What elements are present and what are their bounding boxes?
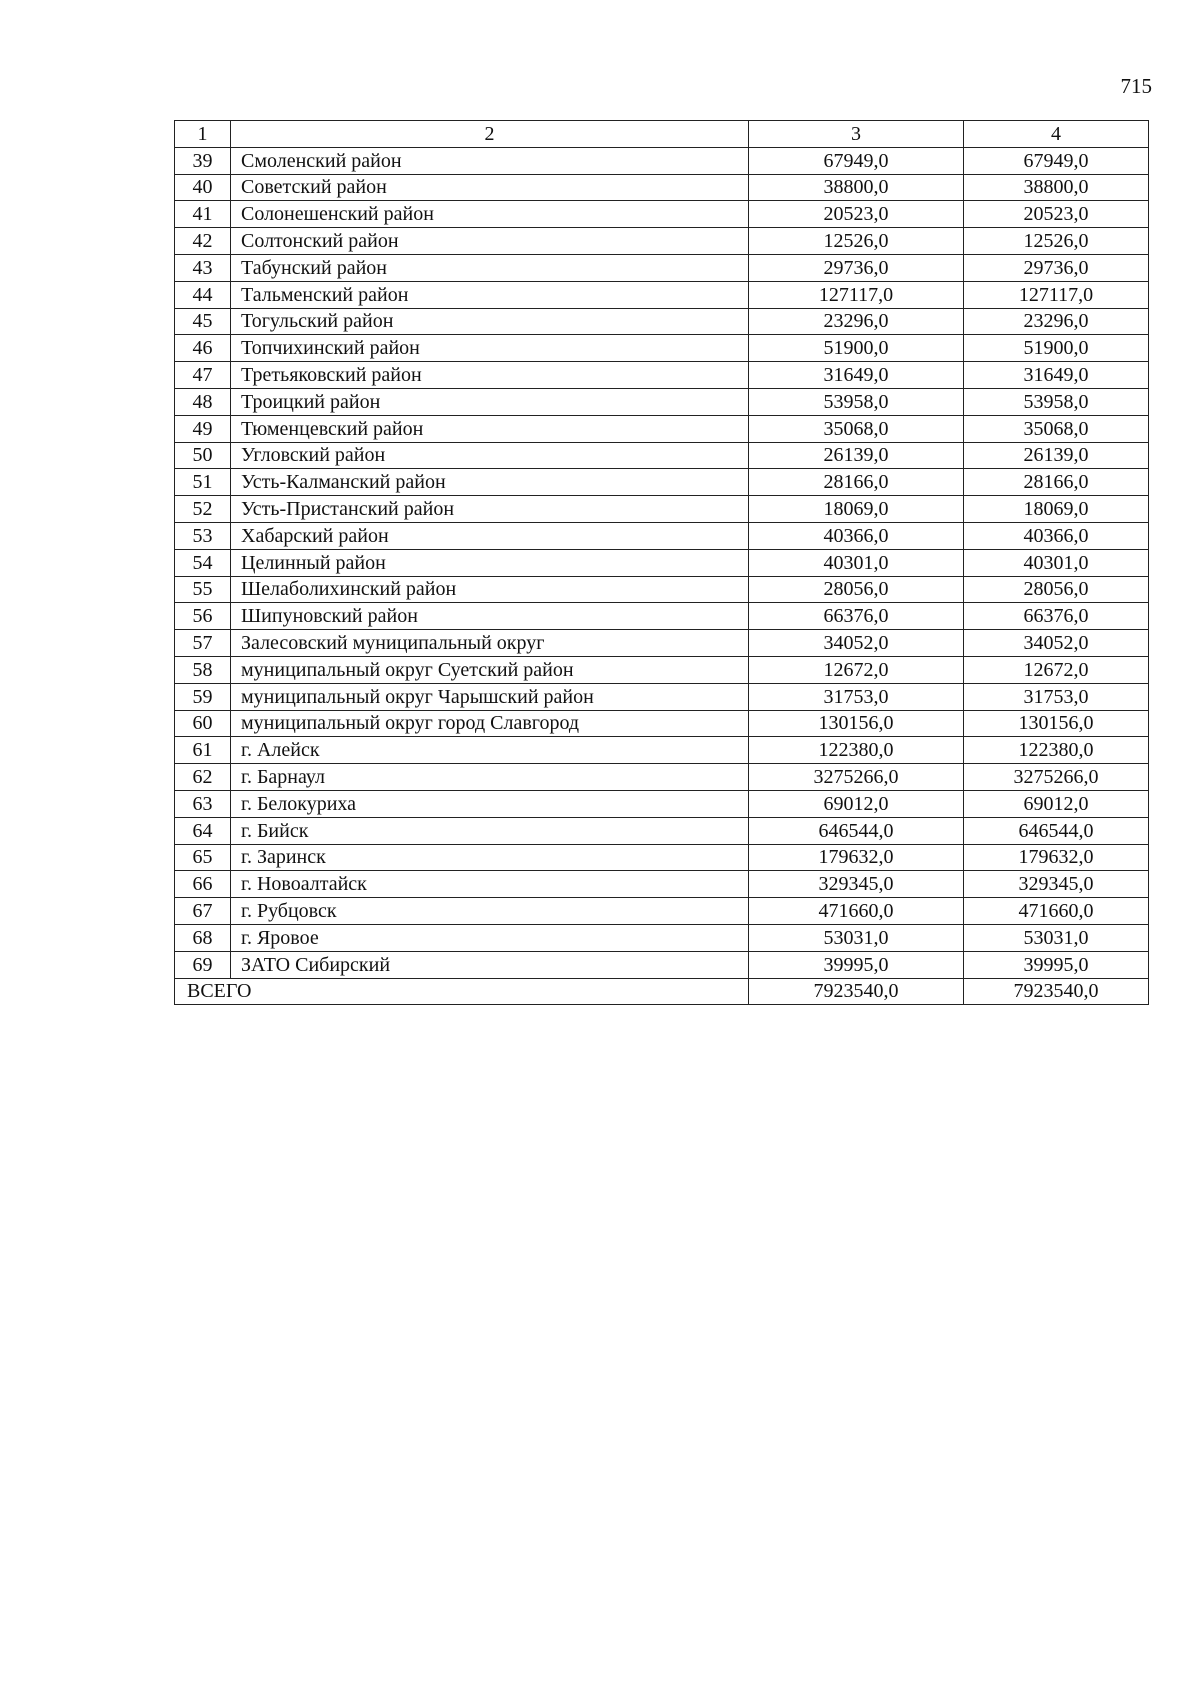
row-value-col4-cell: 20523,0 (964, 201, 1149, 228)
row-value-col3-cell: 40301,0 (749, 549, 964, 576)
row-number-cell: 43 (175, 254, 231, 281)
row-value-col4-cell: 122380,0 (964, 737, 1149, 764)
total-label-cell: ВСЕГО (175, 978, 749, 1005)
row-name-cell: Шипуновский район (231, 603, 749, 630)
row-value-col4-cell: 26139,0 (964, 442, 1149, 469)
table-row (175, 576, 1149, 603)
allocation-table-wrapper (174, 120, 1149, 1005)
row-number-cell: 62 (175, 764, 231, 791)
row-name-cell: Шелаболихинский район (231, 576, 749, 603)
table-row (175, 764, 1149, 791)
table-row (175, 388, 1149, 415)
table-row (175, 656, 1149, 683)
row-number-cell: 44 (175, 281, 231, 308)
row-value-col3-cell: 34052,0 (749, 630, 964, 657)
row-name-cell: Усть-Пристанский район (231, 496, 749, 523)
row-value-col3-cell: 23296,0 (749, 308, 964, 335)
table-row (175, 201, 1149, 228)
row-number-cell: 68 (175, 924, 231, 951)
row-value-col3-cell: 28056,0 (749, 576, 964, 603)
row-value-col3-cell: 53958,0 (749, 388, 964, 415)
row-value-col3-cell: 471660,0 (749, 898, 964, 925)
table-row (175, 469, 1149, 496)
row-name-cell: Тогульский район (231, 308, 749, 335)
table-row (175, 898, 1149, 925)
row-value-col3-cell: 39995,0 (749, 951, 964, 978)
total-value-c3-cell: 7923540,0 (749, 978, 964, 1005)
row-value-col4-cell: 53031,0 (964, 924, 1149, 951)
row-name-cell: Залесовский муниципальный округ (231, 630, 749, 657)
row-name-cell: Солтонский район (231, 228, 749, 255)
row-name-cell: ЗАТО Сибирский (231, 951, 749, 978)
table-row (175, 683, 1149, 710)
table-row (175, 549, 1149, 576)
row-number-cell: 52 (175, 496, 231, 523)
row-name-cell: Солонешенский район (231, 201, 749, 228)
row-number-cell: 46 (175, 335, 231, 362)
row-name-cell: Угловский район (231, 442, 749, 469)
table-row (175, 710, 1149, 737)
row-value-col4-cell: 31649,0 (964, 362, 1149, 389)
row-number-cell: 67 (175, 898, 231, 925)
row-value-col4-cell: 31753,0 (964, 683, 1149, 710)
row-name-cell: Советский район (231, 174, 749, 201)
row-name-cell: г. Яровое (231, 924, 749, 951)
row-value-col3-cell: 40366,0 (749, 522, 964, 549)
row-value-col3-cell: 53031,0 (749, 924, 964, 951)
row-value-col3-cell: 35068,0 (749, 415, 964, 442)
row-name-cell: Топчихинский район (231, 335, 749, 362)
row-number-cell: 41 (175, 201, 231, 228)
header-cell-3: 3 (749, 121, 964, 148)
row-value-col4-cell: 12526,0 (964, 228, 1149, 255)
row-name-cell: Тюменцевский район (231, 415, 749, 442)
row-number-cell: 54 (175, 549, 231, 576)
page-number: 715 (1120, 74, 1152, 98)
row-value-col4-cell: 3275266,0 (964, 764, 1149, 791)
row-value-col4-cell: 130156,0 (964, 710, 1149, 737)
row-value-col3-cell: 51900,0 (749, 335, 964, 362)
row-value-col3-cell: 20523,0 (749, 201, 964, 228)
header-cell-1: 1 (175, 121, 231, 148)
row-name-cell: Усть-Калманский район (231, 469, 749, 496)
row-value-col3-cell: 127117,0 (749, 281, 964, 308)
row-value-col3-cell: 26139,0 (749, 442, 964, 469)
table-row (175, 630, 1149, 657)
table-row (175, 871, 1149, 898)
row-value-col3-cell: 38800,0 (749, 174, 964, 201)
table-row (175, 951, 1149, 978)
row-name-cell: Третьяковский район (231, 362, 749, 389)
table-row (175, 737, 1149, 764)
row-value-col4-cell: 35068,0 (964, 415, 1149, 442)
header-cell-4: 4 (964, 121, 1149, 148)
row-value-col4-cell: 28056,0 (964, 576, 1149, 603)
row-number-cell: 53 (175, 522, 231, 549)
row-value-col3-cell: 67949,0 (749, 147, 964, 174)
table-body (175, 121, 1149, 1005)
table-row (175, 174, 1149, 201)
row-value-col3-cell: 130156,0 (749, 710, 964, 737)
table-row (175, 308, 1149, 335)
row-value-col3-cell: 12526,0 (749, 228, 964, 255)
table-row (175, 362, 1149, 389)
row-value-col4-cell: 29736,0 (964, 254, 1149, 281)
row-number-cell: 47 (175, 362, 231, 389)
row-value-col4-cell: 40366,0 (964, 522, 1149, 549)
row-value-col3-cell: 329345,0 (749, 871, 964, 898)
row-number-cell: 56 (175, 603, 231, 630)
row-number-cell: 64 (175, 817, 231, 844)
total-value-c4-cell: 7923540,0 (964, 978, 1149, 1005)
row-value-col4-cell: 40301,0 (964, 549, 1149, 576)
row-name-cell: Тальменский район (231, 281, 749, 308)
table-row (175, 844, 1149, 871)
table-row (175, 335, 1149, 362)
row-value-col4-cell: 12672,0 (964, 656, 1149, 683)
row-value-col3-cell: 31753,0 (749, 683, 964, 710)
row-value-col3-cell: 12672,0 (749, 656, 964, 683)
row-value-col3-cell: 3275266,0 (749, 764, 964, 791)
table-row (175, 254, 1149, 281)
row-number-cell: 69 (175, 951, 231, 978)
row-number-cell: 59 (175, 683, 231, 710)
row-name-cell: г. Рубцовск (231, 898, 749, 925)
row-name-cell: Смоленский район (231, 147, 749, 174)
row-number-cell: 58 (175, 656, 231, 683)
row-value-col3-cell: 66376,0 (749, 603, 964, 630)
row-value-col4-cell: 39995,0 (964, 951, 1149, 978)
row-value-col3-cell: 122380,0 (749, 737, 964, 764)
row-name-cell: муниципальный округ город Славгород (231, 710, 749, 737)
table-row (175, 228, 1149, 255)
row-value-col4-cell: 18069,0 (964, 496, 1149, 523)
table-row (175, 496, 1149, 523)
header-cell-2: 2 (231, 121, 749, 148)
row-value-col4-cell: 51900,0 (964, 335, 1149, 362)
row-name-cell: г. Белокуриха (231, 790, 749, 817)
row-value-col4-cell: 38800,0 (964, 174, 1149, 201)
row-number-cell: 50 (175, 442, 231, 469)
table-header-row (175, 121, 1149, 148)
row-number-cell: 49 (175, 415, 231, 442)
row-value-col3-cell: 69012,0 (749, 790, 964, 817)
table-row (175, 442, 1149, 469)
row-value-col3-cell: 31649,0 (749, 362, 964, 389)
table-row (175, 817, 1149, 844)
row-name-cell: Троицкий район (231, 388, 749, 415)
row-name-cell: Хабарский район (231, 522, 749, 549)
total-row (175, 978, 1149, 1005)
table-row (175, 790, 1149, 817)
row-value-col4-cell: 53958,0 (964, 388, 1149, 415)
row-name-cell: Целинный район (231, 549, 749, 576)
row-number-cell: 39 (175, 147, 231, 174)
row-number-cell: 61 (175, 737, 231, 764)
row-value-col4-cell: 179632,0 (964, 844, 1149, 871)
row-value-col4-cell: 646544,0 (964, 817, 1149, 844)
row-value-col4-cell: 67949,0 (964, 147, 1149, 174)
row-value-col3-cell: 18069,0 (749, 496, 964, 523)
row-name-cell: Табунский район (231, 254, 749, 281)
row-value-col4-cell: 329345,0 (964, 871, 1149, 898)
row-value-col4-cell: 23296,0 (964, 308, 1149, 335)
row-value-col4-cell: 471660,0 (964, 898, 1149, 925)
row-number-cell: 55 (175, 576, 231, 603)
row-name-cell: муниципальный округ Суетский район (231, 656, 749, 683)
row-number-cell: 57 (175, 630, 231, 657)
row-name-cell: г. Бийск (231, 817, 749, 844)
row-number-cell: 48 (175, 388, 231, 415)
row-value-col3-cell: 28166,0 (749, 469, 964, 496)
row-value-col4-cell: 69012,0 (964, 790, 1149, 817)
row-value-col4-cell: 28166,0 (964, 469, 1149, 496)
table-row (175, 522, 1149, 549)
row-number-cell: 51 (175, 469, 231, 496)
row-value-col4-cell: 66376,0 (964, 603, 1149, 630)
row-number-cell: 60 (175, 710, 231, 737)
row-number-cell: 66 (175, 871, 231, 898)
table-row (175, 281, 1149, 308)
row-number-cell: 40 (175, 174, 231, 201)
row-name-cell: г. Алейск (231, 737, 749, 764)
allocation-table (174, 120, 1149, 1005)
table-row (175, 147, 1149, 174)
row-name-cell: г. Заринск (231, 844, 749, 871)
row-number-cell: 42 (175, 228, 231, 255)
row-name-cell: г. Барнаул (231, 764, 749, 791)
row-value-col4-cell: 127117,0 (964, 281, 1149, 308)
table-row (175, 924, 1149, 951)
table-row (175, 415, 1149, 442)
row-number-cell: 65 (175, 844, 231, 871)
row-name-cell: г. Новоалтайск (231, 871, 749, 898)
row-value-col3-cell: 179632,0 (749, 844, 964, 871)
row-value-col3-cell: 29736,0 (749, 254, 964, 281)
row-number-cell: 63 (175, 790, 231, 817)
row-value-col3-cell: 646544,0 (749, 817, 964, 844)
row-number-cell: 45 (175, 308, 231, 335)
row-name-cell: муниципальный округ Чарышский район (231, 683, 749, 710)
table-row (175, 603, 1149, 630)
row-value-col4-cell: 34052,0 (964, 630, 1149, 657)
